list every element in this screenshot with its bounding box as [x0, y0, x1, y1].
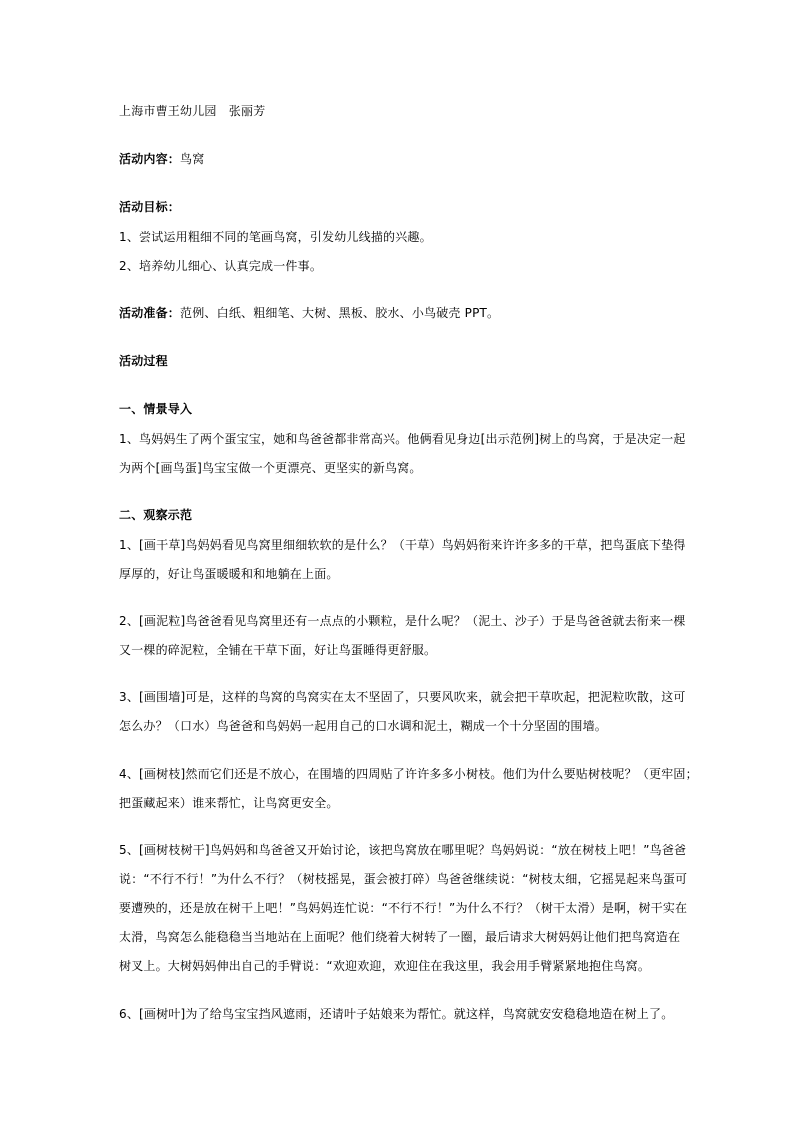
- section-2-para-5-line-5: 树叉上。大树妈妈伸出自己的手臂说：“欢迎欢迎，欢迎住在我这里，我会用手臂紧紧地抱住鸟窝。: [119, 959, 651, 973]
- section-1-para-1-line-1: 1、鸟妈妈生了两个蛋宝宝，她和鸟爸爸都非常高兴。他俩看见身边[出示范例]树上的鸟窝，于是决定一起: [119, 432, 686, 446]
- section-2-para-6-line-1: 6、[画树叶]为了给鸟宝宝挡风遮雨，还请叶子姑娘来为帮忙。就这样，鸟窝就安安稳稳地造在树上了。: [119, 1007, 674, 1021]
- section-2-para-5-line-2: 说：“不行不行！”为什么不行？（树枝摇晃，蛋会被打碎）鸟爸爸继续说：“树枝太细，它摇晃起来鸟蛋可: [119, 872, 688, 886]
- goal-item-1: 1、尝试运用粗细不同的笔画鸟窝，引发幼儿线描的兴趣。: [119, 230, 432, 244]
- activity-prep-label: 活动准备：: [119, 306, 181, 320]
- goal-item-2: 2、培养幼儿细心、认真完成一件事。: [119, 259, 323, 273]
- section-2-para-5-line-1: 5、[画树枝树干]鸟妈妈和鸟爸爸又开始讨论，该把鸟窝放在哪里呢？鸟妈妈说：“放在树枝上吧！”鸟爸爸: [119, 843, 687, 857]
- activity-goals-heading: 活动目标：: [119, 200, 181, 214]
- activity-content-value: 鸟窝: [180, 152, 205, 166]
- section-2-para-1-line-1: 1、[画干草]鸟妈妈看见鸟窝里细细软软的是什么？（干草）鸟妈妈衔来许许多多的干草，把鸟蛋底下垫得: [119, 538, 686, 552]
- section-2-heading: 二、观察示范: [119, 508, 193, 522]
- section-1-para-1-line-2: 为两个[画鸟蛋]鸟宝宝做一个更漂亮、更坚实的新鸟窝。: [119, 461, 422, 475]
- section-2-para-4-line-1: 4、[画树枝]然而它们还是不放心，在围墙的四周贴了许许多多小树枝。他们为什么要贴树枝呢？（更牢固；: [119, 767, 698, 781]
- section-2-para-5-line-4: 太滑，鸟窝怎么能稳稳当当地站在上面呢？他们绕着大树转了一圈，最后请求大树妈妈让他们把鸟窝造在: [119, 930, 681, 944]
- activity-process-heading: 活动过程: [119, 354, 168, 368]
- activity-prep-line: [119, 305, 679, 321]
- activity-prep-value: 范例、白纸、粗细笔、大树、黑板、胶水、小鸟破壳 PPT。: [180, 306, 500, 320]
- section-2-para-2-line-2: 又一棵的碎泥粒，全铺在干草下面，好让鸟蛋睡得更舒服。: [119, 643, 437, 657]
- section-2-para-1-line-2: 厚厚的，好让鸟蛋暖暖和和地躺在上面。: [119, 567, 339, 581]
- section-2-para-3-line-1: 3、[画围墙]可是，这样的鸟窝的鸟窝实在太不坚固了，只要风吹来，就会把干草吹起，把泥粒吹散，这可: [119, 690, 686, 704]
- author-line: 上海市曹王幼儿园 张丽芳: [119, 104, 266, 118]
- section-2-para-5-line-3: 要遭殃的，还是放在树干上吧！”鸟妈妈连忙说：“不行不行！”为什么不行？（树干太滑）是啊，树干实在: [119, 901, 688, 915]
- section-2-para-3-line-2: 怎么办？（口水）鸟爸爸和鸟妈妈一起用自己的口水调和泥土，糊成一个十分坚固的围墙。: [119, 719, 608, 733]
- section-2-para-4-line-2: 把蛋藏起来）谁来帮忙，让鸟窝更安全。: [119, 796, 339, 810]
- activity-content-line: [119, 151, 679, 167]
- activity-content-label: 活动内容：: [119, 152, 181, 166]
- section-2-para-2-line-1: 2、[画泥粒]鸟爸爸看见鸟窝里还有一点点的小颗粒，是什么呢？（泥土、沙子）于是鸟爸爸就去衔来一棵: [119, 614, 686, 628]
- section-1-heading: 一、情景导入: [119, 402, 193, 416]
